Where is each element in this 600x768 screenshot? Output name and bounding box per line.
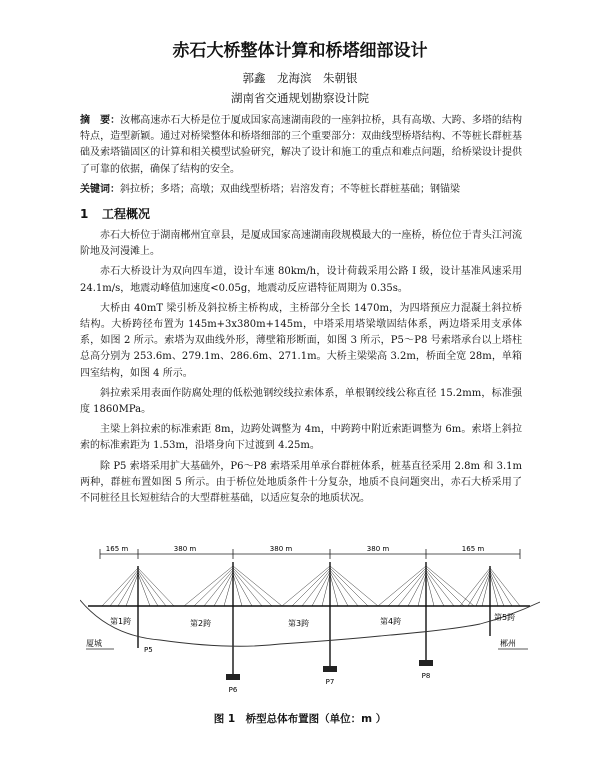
span-length-label: 380 m [366,545,390,553]
section-title: 工程概况 [102,207,151,221]
span-length-label: 165 m [461,545,485,553]
paper-affiliation: 湖南省交通规划勘察设计院 [231,91,369,105]
section-number: 1 [80,207,89,221]
span-length-label: 380 m [173,545,197,553]
paper-title: 赤石大桥整体计算和桥塔细部设计 [172,41,428,61]
paragraph: 主梁上斜拉索的标准索距 8m，边跨处调整为 4m，中跨跨中附近索距调整为 6m。索塔上斜拉索的标准索距为 1.53m，沿塔身向下过渡到 4.25m。 [80,424,522,452]
pier-label: P7 [325,678,335,686]
pier-label: P6 [228,686,238,694]
span-length-label: 165 m [105,545,129,553]
span-name: 第3跨 [288,619,310,628]
direction-right: 郴州 [500,639,516,648]
abstract-text: 汝郴高速赤石大桥是位于厦成国家高速湖南段的一座斜拉桥，具有高墩、大跨、多塔的结构特点，造型新颖。通过对桥梁整体和桥塔细部的三个重要部分：双曲线型桥塔结构、不等桩长群桩基础及索塔锚固区的计算和相关模型试验研究，解决了设计和施工的重点和难点问题，给桥梁设计提供了可靠的依据，确保了结构的安全。 [80,115,523,175]
bridge-layout-figure [80,540,540,700]
span-name: 第5跨 [494,613,516,622]
span-length-label: 380 m [269,545,293,553]
section-heading [80,205,150,222]
stay-cables [102,566,520,606]
ground-profile [80,600,540,646]
keywords-label: 关键词： [80,184,120,195]
pier-label: P5 [144,646,153,654]
abstract [80,113,522,178]
span-name: 第1跨 [110,617,132,626]
span-name: 第4跨 [380,617,402,626]
paragraph: 赤石大桥设计为双向四车道，设计车速 80km/h，设计荷载采用公路 I 级，设计基准风速采用 24.1m/s，地震动峰值加速度<0.05g，地震动反应谱特征周期为 0.35s。 [80,266,522,294]
direction-left: 厦城 [86,639,102,648]
span-name: 第2跨 [190,619,212,628]
paragraph: 赤石大桥位于湖南郴州宜章县，是厦成国家高速湖南段规模最大的一座桥，桥位位于青头江河流阶地及河漫滩上。 [80,230,522,258]
keywords [80,182,522,198]
paper-authors: 郭鑫 龙海滨 朱朝银 [242,71,358,85]
keywords-text: 斜拉桥；多塔；高墩；双曲线型桥塔；岩溶发育；不等桩长群桩基础；钢锚梁 [120,184,460,195]
abstract-label: 摘 要： [80,115,121,126]
pier-label: P8 [421,672,431,680]
figure-caption: 图 1 桥型总体布置图（单位：m ） [213,713,387,725]
paragraph: 斜拉索采用表面作防腐处理的低松弛钢绞线拉索体系，单根钢绞线公称直径 15.2mm，标准强度 1860MPa。 [80,387,522,416]
paragraph: 除 P5 索塔采用扩大基础外，P6～P8 索塔采用单承台群桩体系，桩基直径采用 2.8m 和 3.1m 两种，群桩布置如图 5 所示。由于桥位处地质条件十分复杂，地质不良问题突出，赤石大桥采用了不同桩径且长短桩结合的大型群桩基础，以适应复杂的地质状况。 [80,460,522,505]
paragraph: 大桥由 40mT 梁引桥及斜拉桥主桥构成，主桥部分全长 1470m，为四塔预应力混凝土斜拉桥结构。大桥跨径布置为 145m+3x380m+145m，中塔采用塔梁墩固结体系，两边塔采用支承体系，如图 2 所示。索塔为双曲线外形，薄壁箱形断面，如图 3 所示，P5～P8 号索塔承台以上塔柱总高分别为 253.6m、279.1m、286.6m、271.1m。大桥主梁梁高 3.2m，桥面全宽 28m，单箱四室结构，如图 4 所示。 [80,302,522,379]
section-body [80,228,522,511]
